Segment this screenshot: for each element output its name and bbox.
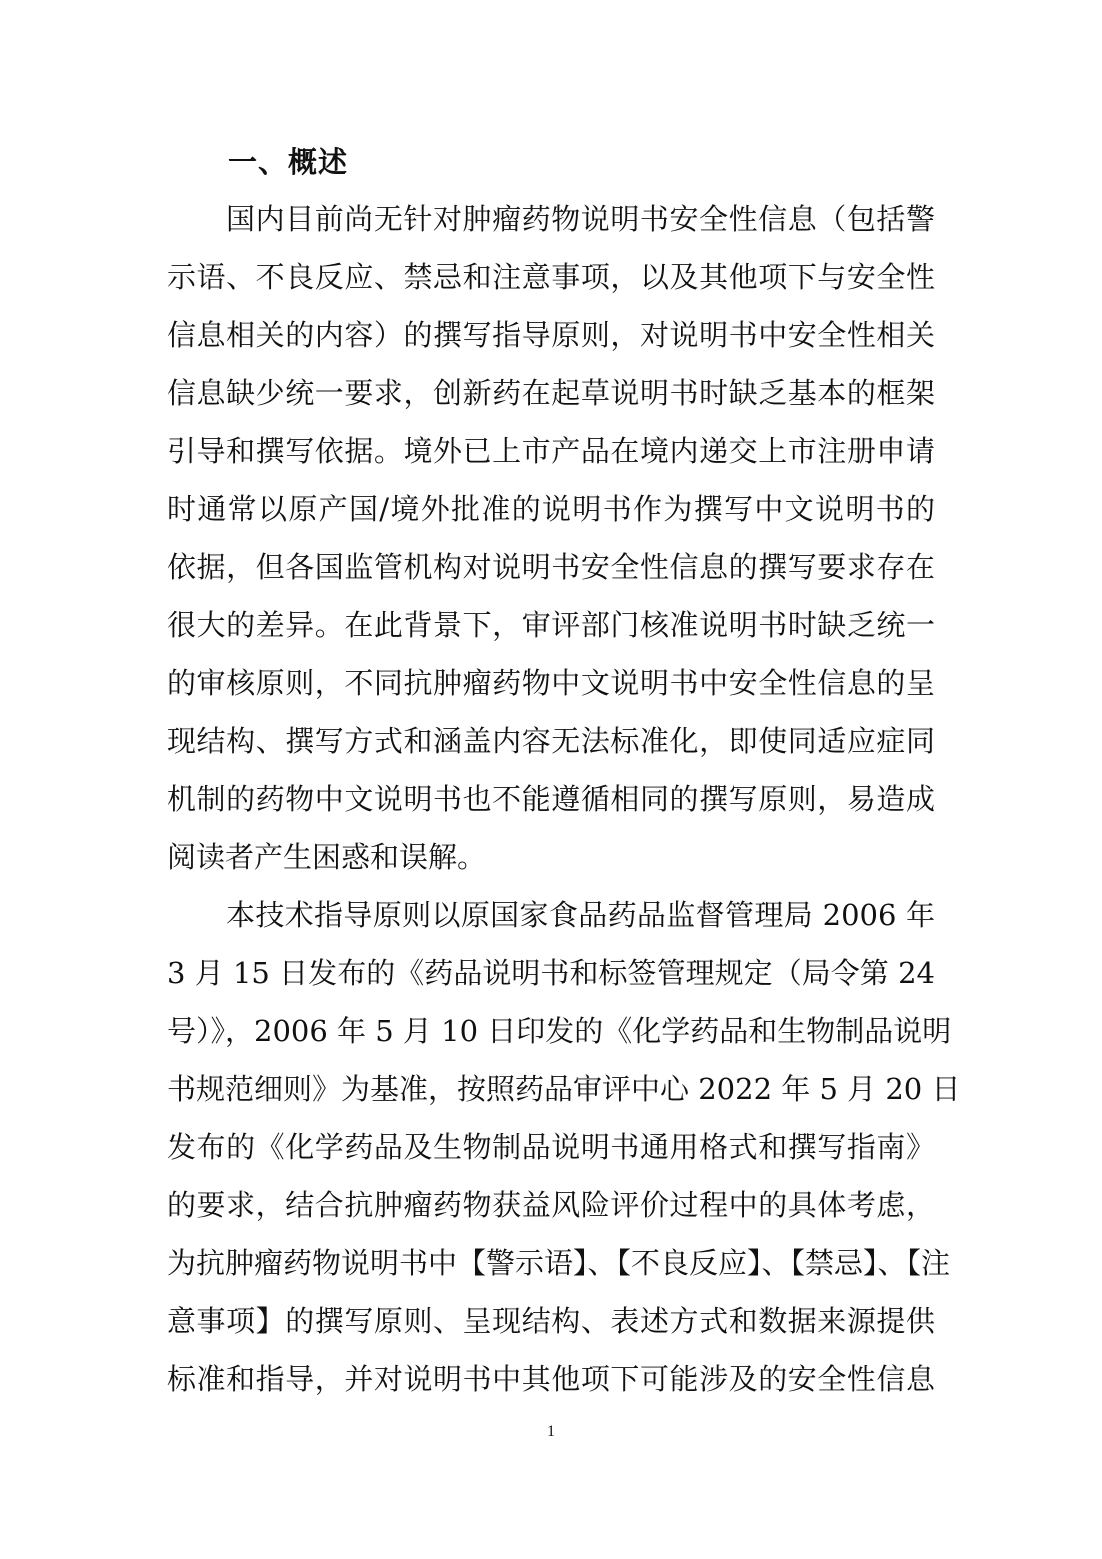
paragraph-line: 阅读者产生困惑和误解。	[167, 840, 487, 874]
paragraph-line: 发布的《化学药品及生物制品说明书通用格式和撰写指南》	[167, 1130, 935, 1164]
paragraph-line: 3 月 15 日发布的《药品说明书和标签管理规定（局令第 24	[167, 956, 935, 990]
paragraph-line: 本技术指导原则以原国家食品药品监督管理局 2006 年	[226, 898, 935, 932]
paragraph-line: 依据，但各国监管机构对说明书安全性信息的撰写要求存在	[167, 550, 935, 584]
paragraph-line: 号）》，2006 年 5 月 10 日印发的《化学药品和生物制品说明	[167, 1014, 952, 1048]
paragraph-line: 标准和指导，并对说明书中其他项下可能涉及的安全性信息	[167, 1362, 935, 1396]
paragraph-line: 时通常以原产国/境外批准的说明书作为撰写中文说明书的	[167, 492, 935, 526]
paragraph-line: 国内目前尚无针对肿瘤药物说明书安全性信息（包括警	[226, 202, 935, 236]
paragraph-line: 信息相关的内容）的撰写指导原则，对说明书中安全性相关	[167, 318, 935, 352]
page-number: 1	[547, 1423, 555, 1440]
paragraph-line: 引导和撰写依据。境外已上市产品在境内递交上市注册申请	[167, 434, 935, 468]
paragraph-line: 机制的药物中文说明书也不能遵循相同的撰写原则，易造成	[167, 782, 935, 816]
paragraph-line: 示语、不良反应、禁忌和注意事项，以及其他项下与安全性	[167, 260, 935, 294]
section-heading: 一、概述	[228, 145, 349, 179]
paragraph-line: 现结构、撰写方式和涵盖内容无法标准化，即使同适应症同	[167, 724, 935, 758]
paragraph-line: 信息缺少统一要求，创新药在起草说明书时缺乏基本的框架	[167, 376, 935, 410]
paragraph-line: 的审核原则，不同抗肿瘤药物中文说明书中安全性信息的呈	[167, 666, 935, 700]
paragraph-line: 为抗肿瘤药物说明书中【警示语】、【不良反应】、【禁忌】、【注	[167, 1246, 951, 1280]
paragraph-line: 很大的差异。在此背景下，审评部门核准说明书时缺乏统一	[167, 608, 935, 642]
paragraph-line: 意事项】的撰写原则、呈现结构、表述方式和数据来源提供	[167, 1304, 935, 1338]
paragraph-line: 的要求，结合抗肿瘤药物获益风险评价过程中的具体考虑，	[167, 1188, 935, 1222]
paragraph-line: 书规范细则》为基准，按照药品审评中心 2022 年 5 月 20 日	[167, 1072, 961, 1106]
